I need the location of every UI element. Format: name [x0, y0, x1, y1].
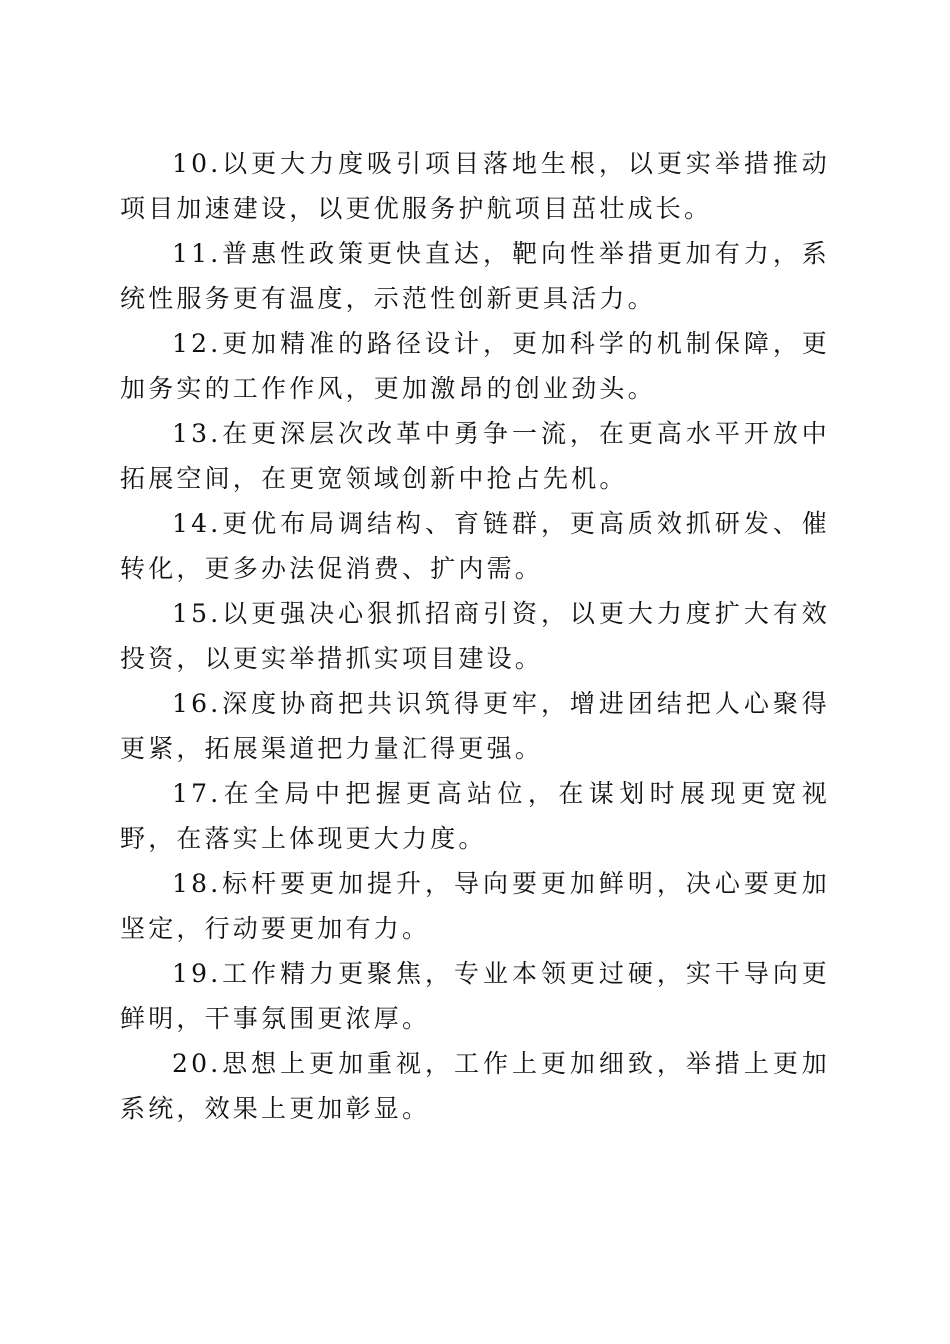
paragraph-20: 20.思想上更加重视，工作上更加细致，举措上更加系统，效果上更加彰显。: [120, 1049, 830, 1123]
paragraph-17: 17.在全局中把握更高站位，在谋划时展现更宽视野，在落实上体现更大力度。: [120, 779, 830, 853]
paragraph-13: 13.在更深层次改革中勇争一流，在更高水平开放中拓展空间，在更宽领域创新中抢占先机。: [120, 419, 830, 493]
paragraph-16: 16.深度协商把共识筑得更牢，增进团结把人心聚得更紧，拓展渠道把力量汇得更强。: [120, 689, 830, 763]
paragraph-18: 18.标杆要更加提升，导向要更加鲜明，决心要更加坚定，行动要更加有力。: [120, 869, 830, 943]
paragraph-15: 15.以更强决心狠抓招商引资，以更大力度扩大有效投资，以更实举措抓实项目建设。: [120, 599, 830, 673]
paragraph-10: 10.以更大力度吸引项目落地生根，以更实举措推动项目加速建设，以更优服务护航项目茁壮成长。: [120, 149, 830, 223]
paragraph-19: 19.工作精力更聚焦，专业本领更过硬，实干导向更鲜明，干事氛围更浓厚。: [120, 959, 830, 1033]
paragraph-11: 11.普惠性政策更快直达，靶向性举措更加有力，系统性服务更有温度，示范性创新更具活力。: [120, 239, 830, 313]
document-body: [120, 141, 830, 1131]
paragraph-14: 14.更优布局调结构、育链群，更高质效抓研发、催转化，更多办法促消费、扩内需。: [120, 509, 830, 583]
paragraph-12: 12.更加精准的路径设计，更加科学的机制保障，更加务实的工作作风，更加激昂的创业劲头。: [120, 329, 830, 403]
